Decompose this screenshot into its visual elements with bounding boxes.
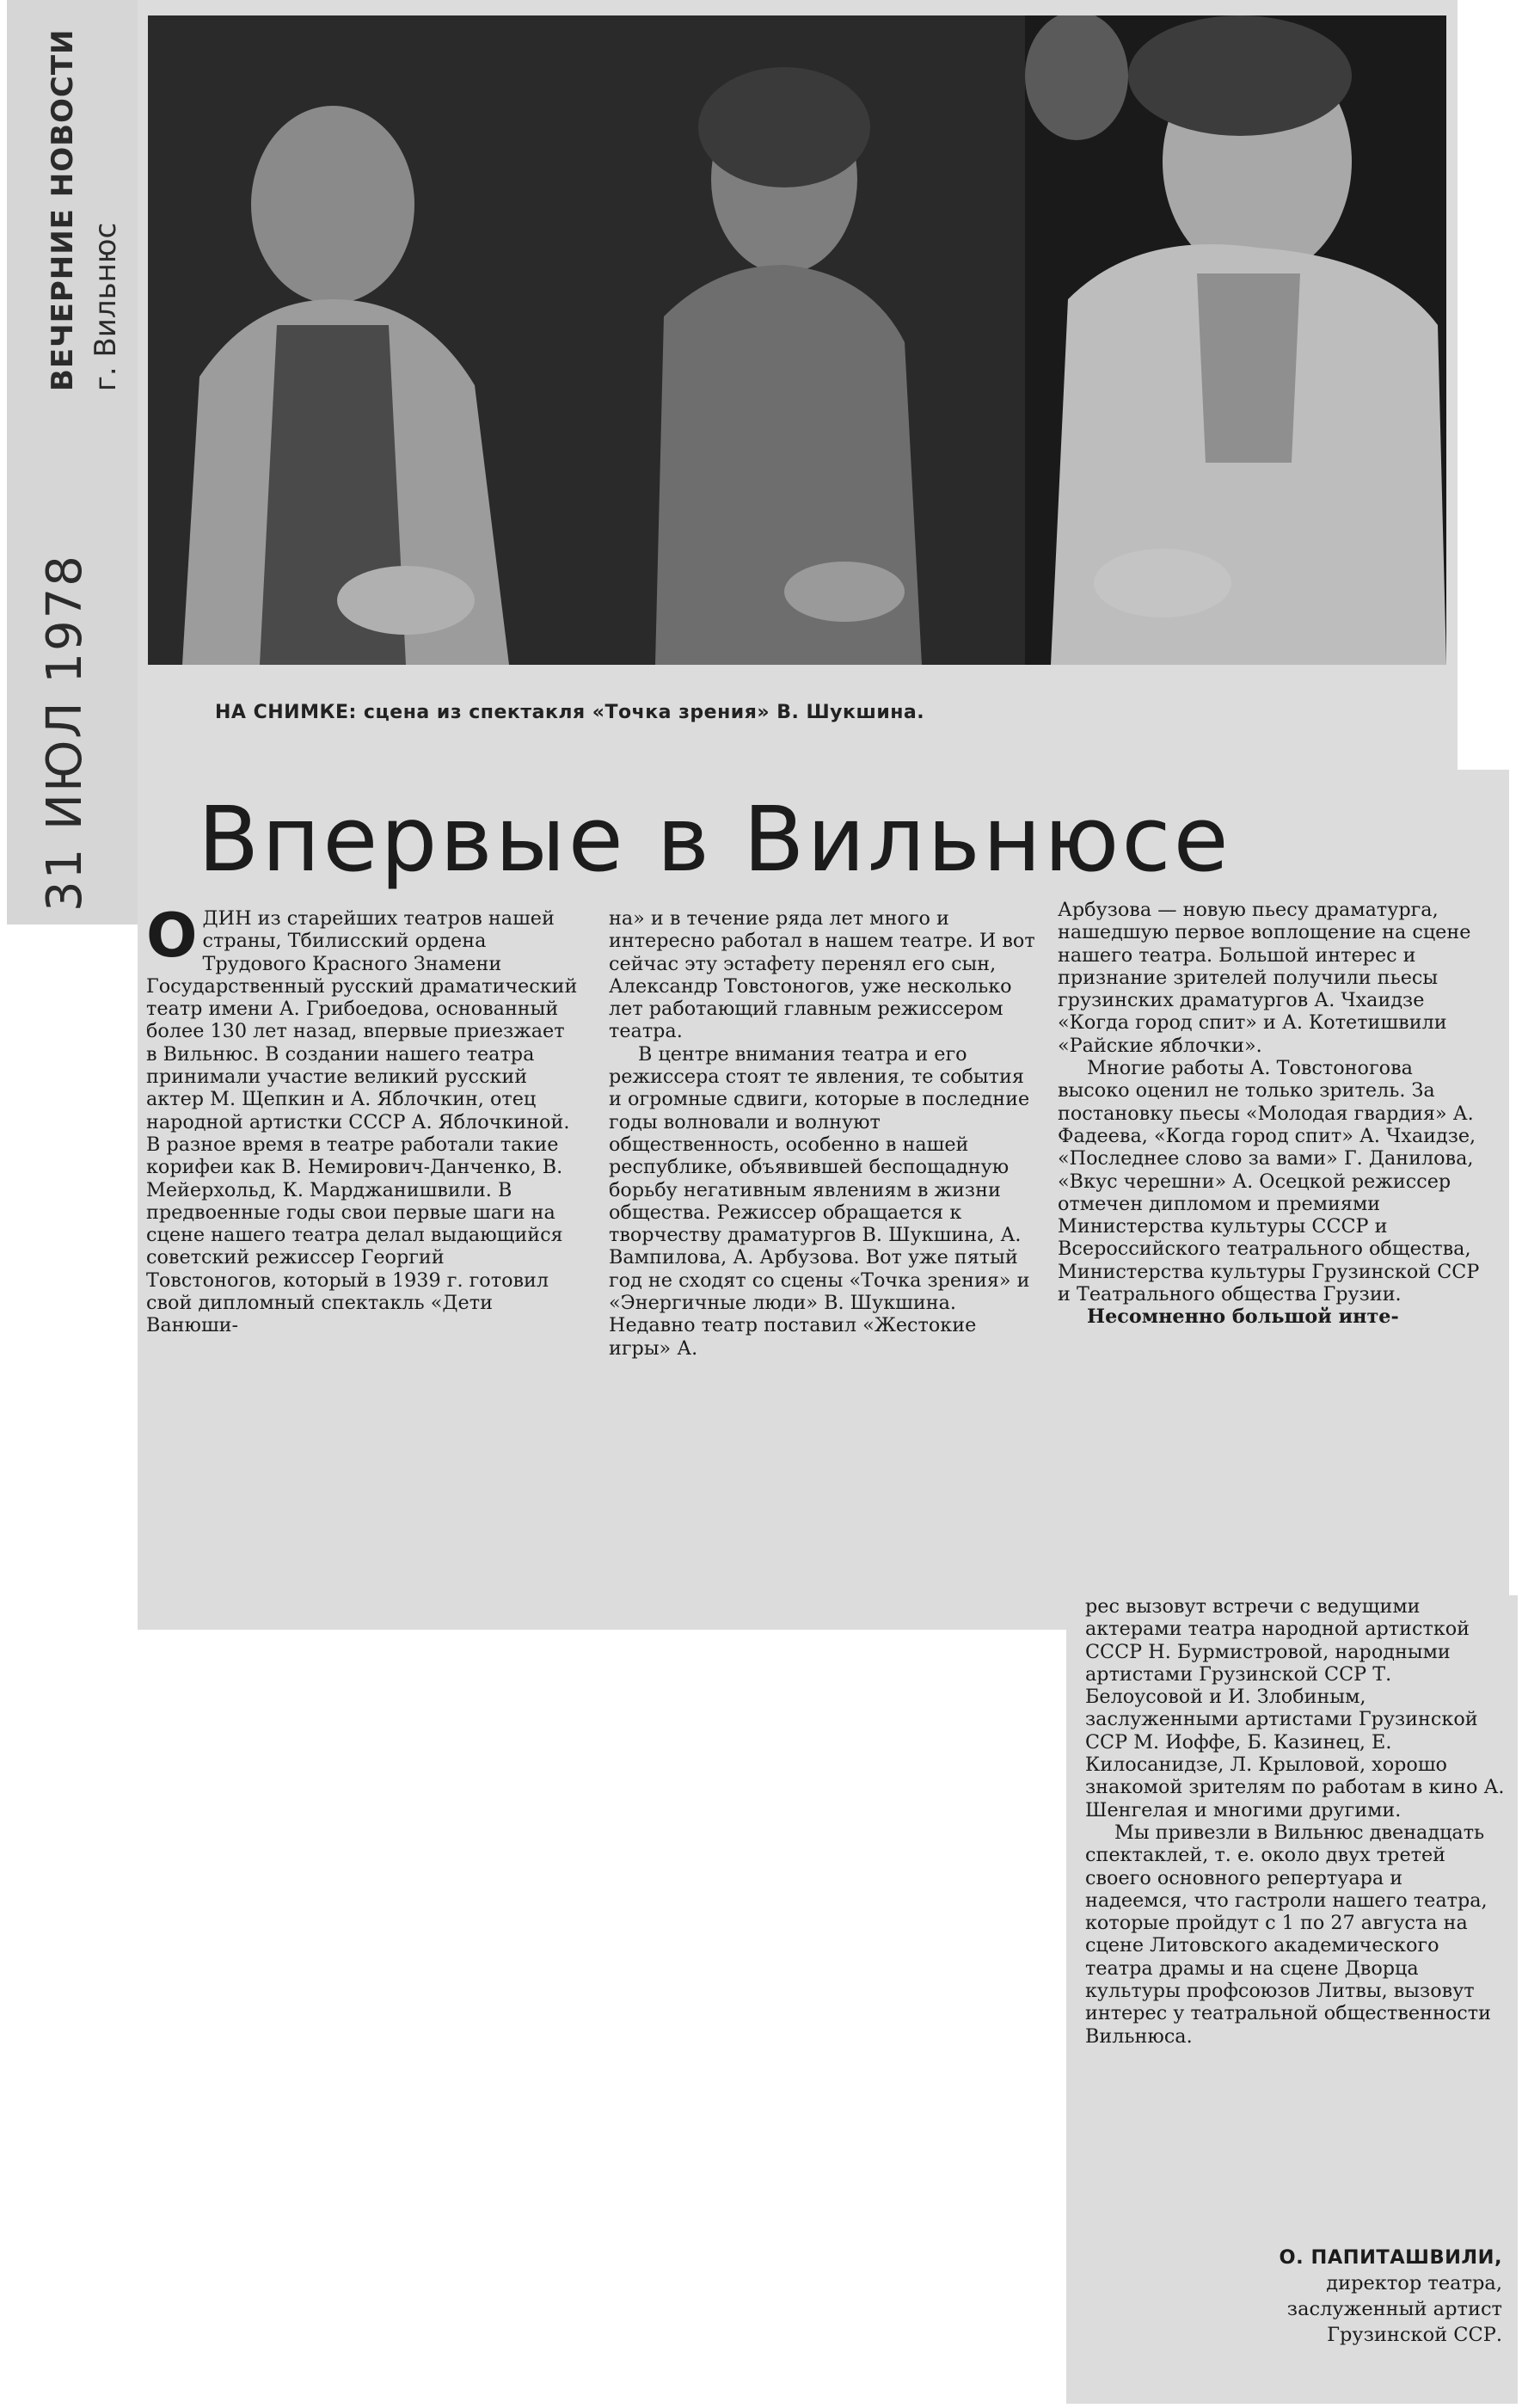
paragraph: Мы привезли в Вильнюс двенадцать спектаклей, т. е. около двух третей своего основного репертуара и надеемся, что гастроли нашего театра, которые пройдут с 1 по 27 августа на сцене Литовского академического театра драмы и на сцене Дворца культуры профсоюзов Литвы, вызовут интерес у театральной общественности Вильнюса. (1085, 1821, 1491, 2048)
photo-clipping (138, 0, 1458, 770)
article-clipping (138, 770, 1509, 1630)
article-column-2 (609, 907, 1039, 1582)
paragraph: рес вызовут встречи с ведущими актерами театра народной артисткой СССР Н. Бурмистровой, народными артистами Грузинской ССР Т. Белоусовой и И. Злобиным, заслуженными артистами Грузинской ССР М. Иоффе, Б. Казинец, Е. Килосанидзе, Л. Крыловой, хорошо знакомой зрителям по работам в кино А. Шенгелая и многими другими. (1085, 1595, 1505, 1821)
author-name: О. ПАПИТАШВИЛИ, (1279, 2246, 1502, 2269)
paragraph: В центре внимания театра и его режиссера стоят те явления, те события и огромные сдвиги, которые в последние годы волновали и волнуют общественность, особенно в нашей республике, объявившей беспощадную борьбу негативным явлениям в жизни общества. Режиссер обращается к творчеству драматургов В. Шукшина, А. Вампилова, А. Арбузова. Вот уже пятый год не сходят со сцены «Точка зрения» и «Энергичные люди» В. Шукшина. Недавно театр поставил «Жестокие игры» А. (609, 1042, 1030, 1360)
date-stamp: 31 ИЮЛ 1978 (37, 554, 93, 912)
newspaper-name: ВЕЧЕРНИЕ НОВОСТИ (46, 28, 80, 391)
article-tail-clipping (1066, 1595, 1518, 2404)
article-column-1 (146, 900, 580, 1582)
paragraph: Арбузова — новую пьесу драматурга, нашедшую первое воплощение на сцене нашего театра. Большой интерес и признание зрителей получили пьесы грузинских драматургов А. Чхаидзе «Когда город спит» и А. Котетишвили «Райские яблочки». (1058, 899, 1471, 1057)
author-republic: Грузинской ССР. (1327, 2324, 1502, 2346)
author-title: директор театра, (1326, 2272, 1502, 2294)
scene-photo (148, 15, 1446, 665)
scene-photo-image (148, 15, 1446, 665)
paragraph: на» и в течение ряда лет много и интересно работал в нашем театре. И вот сейчас эту эстафету перенял его сын, Александр Товстоногов, уже несколько лет работающий главным режиссером театра. (609, 907, 1035, 1043)
article-column-4 (1085, 1595, 1507, 2232)
article-column-3 (1058, 899, 1488, 1600)
author-honor: заслуженный артист (1286, 2298, 1502, 2320)
drop-cap: О (146, 900, 198, 971)
masthead-stub (7, 0, 140, 924)
article-headline: Впервые в Вильнюсе (198, 787, 1231, 892)
paragraph: Многие работы А. Товстоногова высоко оценил не только зритель. За постановку пьесы «Молодая гвардия» А. Фадеева, «Когда город спит» А. Чхаидзе, «Последнее слово за вами» Г. Данилова, «Вкус черешни» А. Осецкой режиссер отмечен дипломом и премиями Министерства культуры СССР и Всероссийского театрального общества, Министерства культуры Грузинской ССР и Театрального общества Грузии. (1058, 1057, 1480, 1306)
photo-caption: НА СНИМКЕ: сцена из спектакля «Точка зрения» В. Шукшина. (215, 702, 925, 723)
paragraph: Несомненно большой инте- (1087, 1305, 1399, 1329)
paragraph: ДИН из старейших театров нашей страны, Тбилисский ордена Трудового Красного Знамени Государственный русский драматический театр имени А. Грибоедова, основанный более 130 лет назад, впервые приезжает в Вильнюс. В создании нашего театра принимали участие великий русский актер М. Щепкин и А. Яблочкин, отец народной артистки СССР А. Яблочкиной. В разное время в театре работали такие корифеи как В. Немирович-Данченко, В. Мейерхольд, К. Марджанишвили. В предвоенные годы свои первые шаги на сцене нашего театра делал выдающийся советский режиссер Георгий Товстоногов, который в 1939 г. готовил свой дипломный спектакль «Дети Ванюши- (146, 907, 578, 1337)
author-signature (1279, 2245, 1502, 2348)
newspaper-city: г. Вильнюс (89, 222, 123, 391)
